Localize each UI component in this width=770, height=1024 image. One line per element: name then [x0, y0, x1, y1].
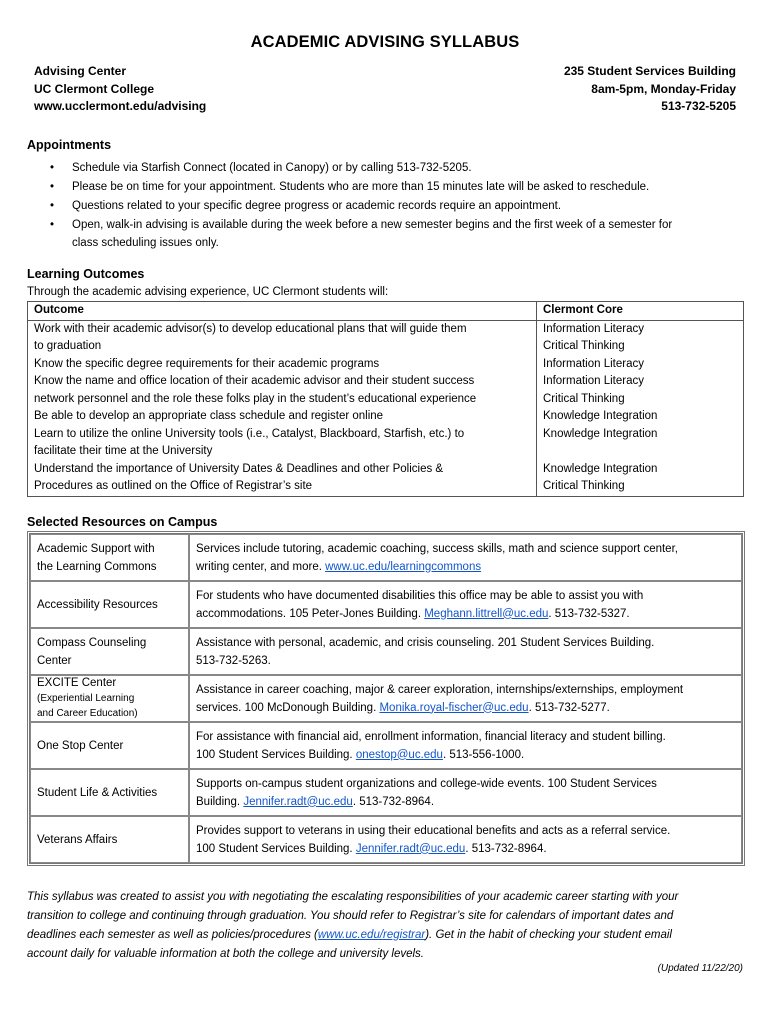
table-row — [28, 408, 744, 426]
footer-line: deadlines each semester as well as policies/procedures (www.uc.edu/registrar). Get in the habit of checking your student email — [27, 929, 672, 941]
accessibility-email-link[interactable]: Meghann.littrell@uc.edu — [424, 607, 549, 620]
learning-outcomes-intro: Through the academic advising experience, UC Clermont students will: — [27, 286, 389, 298]
table-row — [30, 769, 742, 816]
table-row — [30, 628, 742, 675]
resources-table — [27, 531, 745, 866]
list-item-text: Questions related to your specific degree progress or academic records require an appointment. — [72, 200, 562, 212]
resource-description: Assistance in career coaching, major & career exploration, internships/externships, employment services. 100 McDonough Building. Monika.royal-fischer@uc.edu. 513-732-5277. — [189, 675, 742, 722]
table-header-row — [28, 302, 744, 321]
page-title: ACADEMIC ADVISING SYLLABUS — [250, 33, 520, 51]
outcome-cell: Learn to utilize the online University tools (i.e., Catalyst, Blackboard, Starfish, etc.) to facilitate their time at the University — [28, 426, 537, 461]
table-row — [28, 356, 744, 374]
resource-description: Supports on-campus student organizations and college-wide events. 100 Student Services Building. Jennifer.radt@uc.edu. 513-732-8964. — [189, 769, 742, 816]
footer-line: transition to college and continuing through graduation. You should refer to Registrar’s site for calendars of important dates and — [27, 910, 674, 922]
core-cell: Knowledge Integration Critical Thinking — [537, 461, 744, 497]
column-header-core: Clermont Core — [537, 302, 744, 321]
bullet-icon: • — [50, 219, 55, 231]
outcome-cell: Know the name and office location of their academic advisor and their student success network personnel and the role these folks play in the student’s educational experience — [28, 373, 537, 408]
footer-line: This syllabus was created to assist you with negotiating the escalating responsibilities of your academic career starting with your — [27, 891, 679, 903]
resource-name: Veterans Affairs — [30, 816, 189, 863]
core-cell: Information Literacy Critical Thinking — [537, 320, 744, 356]
excite-email-link[interactable]: Monika.royal-fischer@uc.edu — [379, 701, 529, 714]
core-cell: Information Literacy — [537, 356, 744, 374]
list-item — [50, 216, 750, 252]
resource-name: EXCITE Center (Experiential Learning and Career Education) — [30, 675, 189, 722]
table-row — [28, 461, 744, 497]
list-item-text: Schedule via Starfish Connect (located in Canopy) or by calling 513-732-5205. — [72, 162, 472, 174]
header-contact-left — [34, 63, 206, 116]
footer-note — [27, 888, 747, 964]
office-phone: 513-732-5205 — [661, 99, 736, 113]
resource-name: Student Life & Activities — [30, 769, 189, 816]
appointments-heading: Appointments — [27, 138, 112, 152]
core-cell: Information Literacy Critical Thinking — [537, 373, 744, 408]
resource-name: One Stop Center — [30, 722, 189, 769]
list-item — [50, 197, 750, 216]
table-row — [30, 722, 742, 769]
list-item-text: Open, walk-in advising is available during the week before a new semester begins and the first week of a semester for — [72, 219, 673, 231]
list-item — [50, 178, 750, 197]
registrar-link[interactable]: www.uc.edu/registrar — [317, 929, 426, 941]
veterans-email-link[interactable]: Jennifer.radt@uc.edu — [355, 842, 466, 855]
resource-description: For assistance with financial aid, enrollment information, financial literacy and student billing. 100 Student Services Building. onestop@uc.edu. 513-556-1000. — [189, 722, 742, 769]
header-contact-right — [564, 63, 736, 116]
core-cell: Knowledge Integration — [537, 426, 744, 461]
table-row — [30, 816, 742, 863]
office-hours: 8am-5pm, Monday-Friday — [591, 81, 736, 96]
resources-heading: Selected Resources on Campus — [27, 515, 218, 529]
bullet-icon: • — [50, 200, 55, 212]
outcomes-table — [27, 301, 744, 497]
outcome-cell: Be able to develop an appropriate class schedule and register online — [28, 408, 537, 426]
footer-line: account daily for valuable information at both the college and university levels. — [27, 948, 424, 960]
table-row — [28, 373, 744, 408]
resource-name: Compass Counseling Center — [30, 628, 189, 675]
bullet-icon: • — [50, 162, 55, 174]
resource-name: Accessibility Resources — [30, 581, 189, 628]
appointments-list — [50, 159, 750, 252]
student-life-email-link[interactable]: Jennifer.radt@uc.edu — [243, 795, 353, 808]
list-item — [50, 159, 750, 178]
resource-description: Provides support to veterans in using their educational benefits and acts as a referral service. 100 Student Services Building. Jennifer.radt@uc.edu. 513-732-8964. — [189, 816, 742, 863]
office-name: Advising Center — [34, 64, 127, 78]
table-row — [30, 534, 742, 581]
learningcommons-link[interactable]: www.uc.edu/learningcommons — [325, 560, 482, 573]
table-row — [30, 581, 742, 628]
resource-description: For students who have documented disabilities this office may be able to assist you with accommodations. 105 Peter-Jones Building. Meghann.littrell@uc.edu. 513-732-5327. — [189, 581, 742, 628]
resource-name: Academic Support with the Learning Commons — [30, 534, 189, 581]
updated-date: (Updated 11/22/20) — [657, 963, 743, 974]
learning-outcomes-heading: Learning Outcomes — [27, 267, 145, 281]
column-header-outcome: Outcome — [28, 302, 537, 321]
college-name: UC Clermont College — [34, 81, 155, 96]
table-row — [28, 426, 744, 461]
onestop-email-link[interactable]: onestop@uc.edu — [355, 748, 443, 761]
website-text: www.ucclermont.edu/advising — [34, 99, 207, 113]
core-cell: Knowledge Integration — [537, 408, 744, 426]
table-row — [30, 675, 742, 722]
outcome-cell: Know the specific degree requirements for their academic programs — [28, 356, 537, 374]
resource-description: Assistance with personal, academic, and crisis counseling. 201 Student Services Building. 513-732-5263. — [189, 628, 742, 675]
table-row — [28, 320, 744, 356]
list-item-text: Please be on time for your appointment. Students who are more than 15 minutes late will be asked to reschedule. — [72, 181, 650, 193]
outcome-cell: Understand the importance of University Dates & Deadlines and other Policies & Procedures as outlined on the Office of Registrar’s site — [28, 461, 537, 497]
resource-description: Services include tutoring, academic coaching, success skills, math and science support center, writing center, and more. www.uc.edu/learningcommons — [189, 534, 742, 581]
bullet-icon: • — [50, 181, 55, 193]
office-location: 235 Student Services Building — [563, 64, 736, 78]
outcome-cell: Work with their academic advisor(s) to develop educational plans that will guide them to graduation — [28, 320, 537, 356]
list-item-text-cont: class scheduling issues only. — [72, 237, 219, 249]
